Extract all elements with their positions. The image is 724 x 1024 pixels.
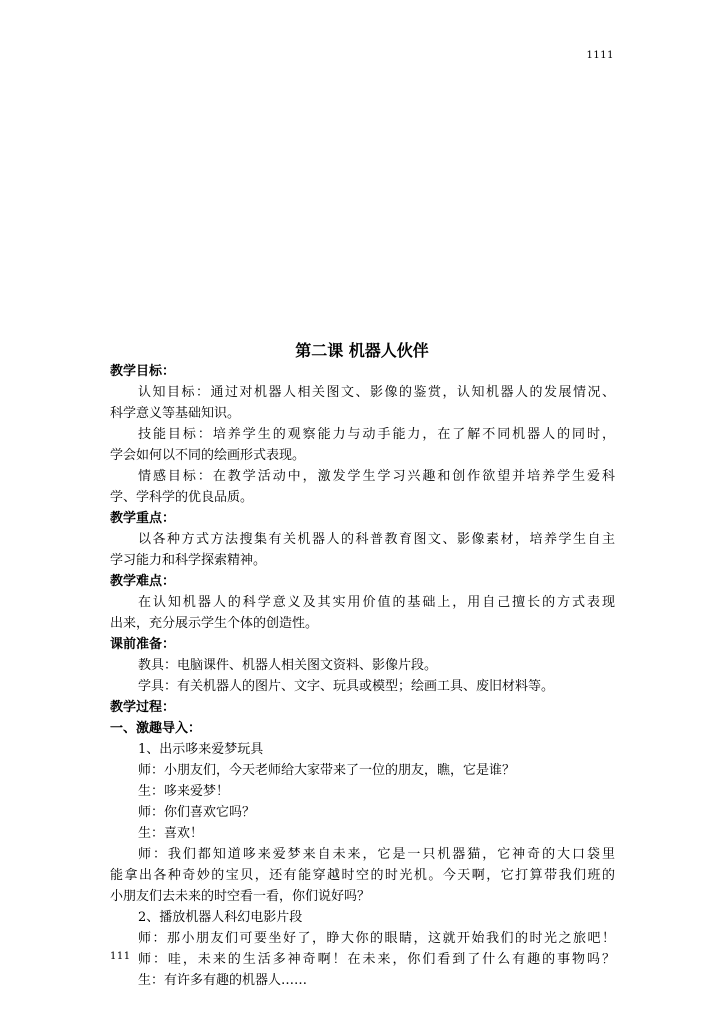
section-heading: 一、激趣导入： [110,721,202,736]
section-heading: 教学目标： [110,364,176,379]
text-line: 认知目标：通过对机器人相关图文、影像的鉴赏，认知机器人的发展情况、 [138,385,615,400]
text-line: 教具：电脑课件、机器人相关图文资料、影像片段。 [138,658,438,673]
text-line: 师：你们喜欢它吗？ [138,805,256,820]
text-line: 能拿出各种奇妙的宝贝，还有能穿越时空的时光机。今天啊，它打算带我们班的 [110,868,615,883]
section-heading: 教学重点： [110,511,176,526]
text-line: 以各种方式方法搜集有关机器人的科普教育图文、影像素材，培养学生自主 [138,532,615,547]
text-line: 2、播放机器人科幻电影片段 [138,910,303,925]
text-line: 学习能力和科学探索精神。 [110,553,267,568]
text-line: 科学意义等基础知识。 [110,406,241,421]
page-title: 第二课 机器人伙伴 [295,341,429,360]
text-line: 师：我们都知道哆来爱梦来自未来，它是一只机器猫，它神奇的大口袋里 [138,847,615,862]
text-line: 小朋友们去未来的时空看一看，你们说好吗？ [110,889,371,904]
text-line: 在认知机器人的科学意义及其实用价值的基础上，用自己擅长的方式表现 [138,595,615,610]
page-number-top: 1111 [586,50,614,61]
text-line: 出来，充分展示学生个体的创造性。 [110,616,319,631]
text-line: 师：那小朋友们可要坐好了，睁大你的眼睛，这就开始我们的时光之旅吧！ [138,931,615,946]
text-line: 生：喜欢！ [138,826,204,841]
text-line: 学具：有关机器人的图片、文字、玩具或模型；绘画工具、废旧材料等。 [138,679,555,694]
section-heading: 教学过程： [110,700,176,715]
text-line: 技能目标：培养学生的观察能力与动手能力，在了解不同机器人的同时， [138,427,615,442]
document-body [110,361,615,991]
text-line: 师：哇，未来的生活多神奇啊！在未来，你们看到了什么有趣的事物吗？ [138,952,615,967]
section-heading: 课前准备： [110,637,176,652]
text-line: 学、学科学的优良品质。 [110,490,254,505]
text-line: 1、出示哆来爱梦玩具 [138,742,264,757]
page-number-bottom: 111 [110,951,131,962]
section-heading: 教学难点： [110,574,176,589]
text-line: 生：有许多有趣的机器人…… [138,973,308,988]
text-line: 师：小朋友们，今天老师给大家带来了一位的朋友，瞧，它是谁？ [138,763,516,778]
text-line: 情感目标：在教学活动中，激发学生学习兴趣和创作欲望并培养学生爱科 [138,469,615,484]
text-line: 生：哆来爱梦！ [138,784,230,799]
text-line: 学会如何以不同的绘画形式表现。 [110,448,306,463]
